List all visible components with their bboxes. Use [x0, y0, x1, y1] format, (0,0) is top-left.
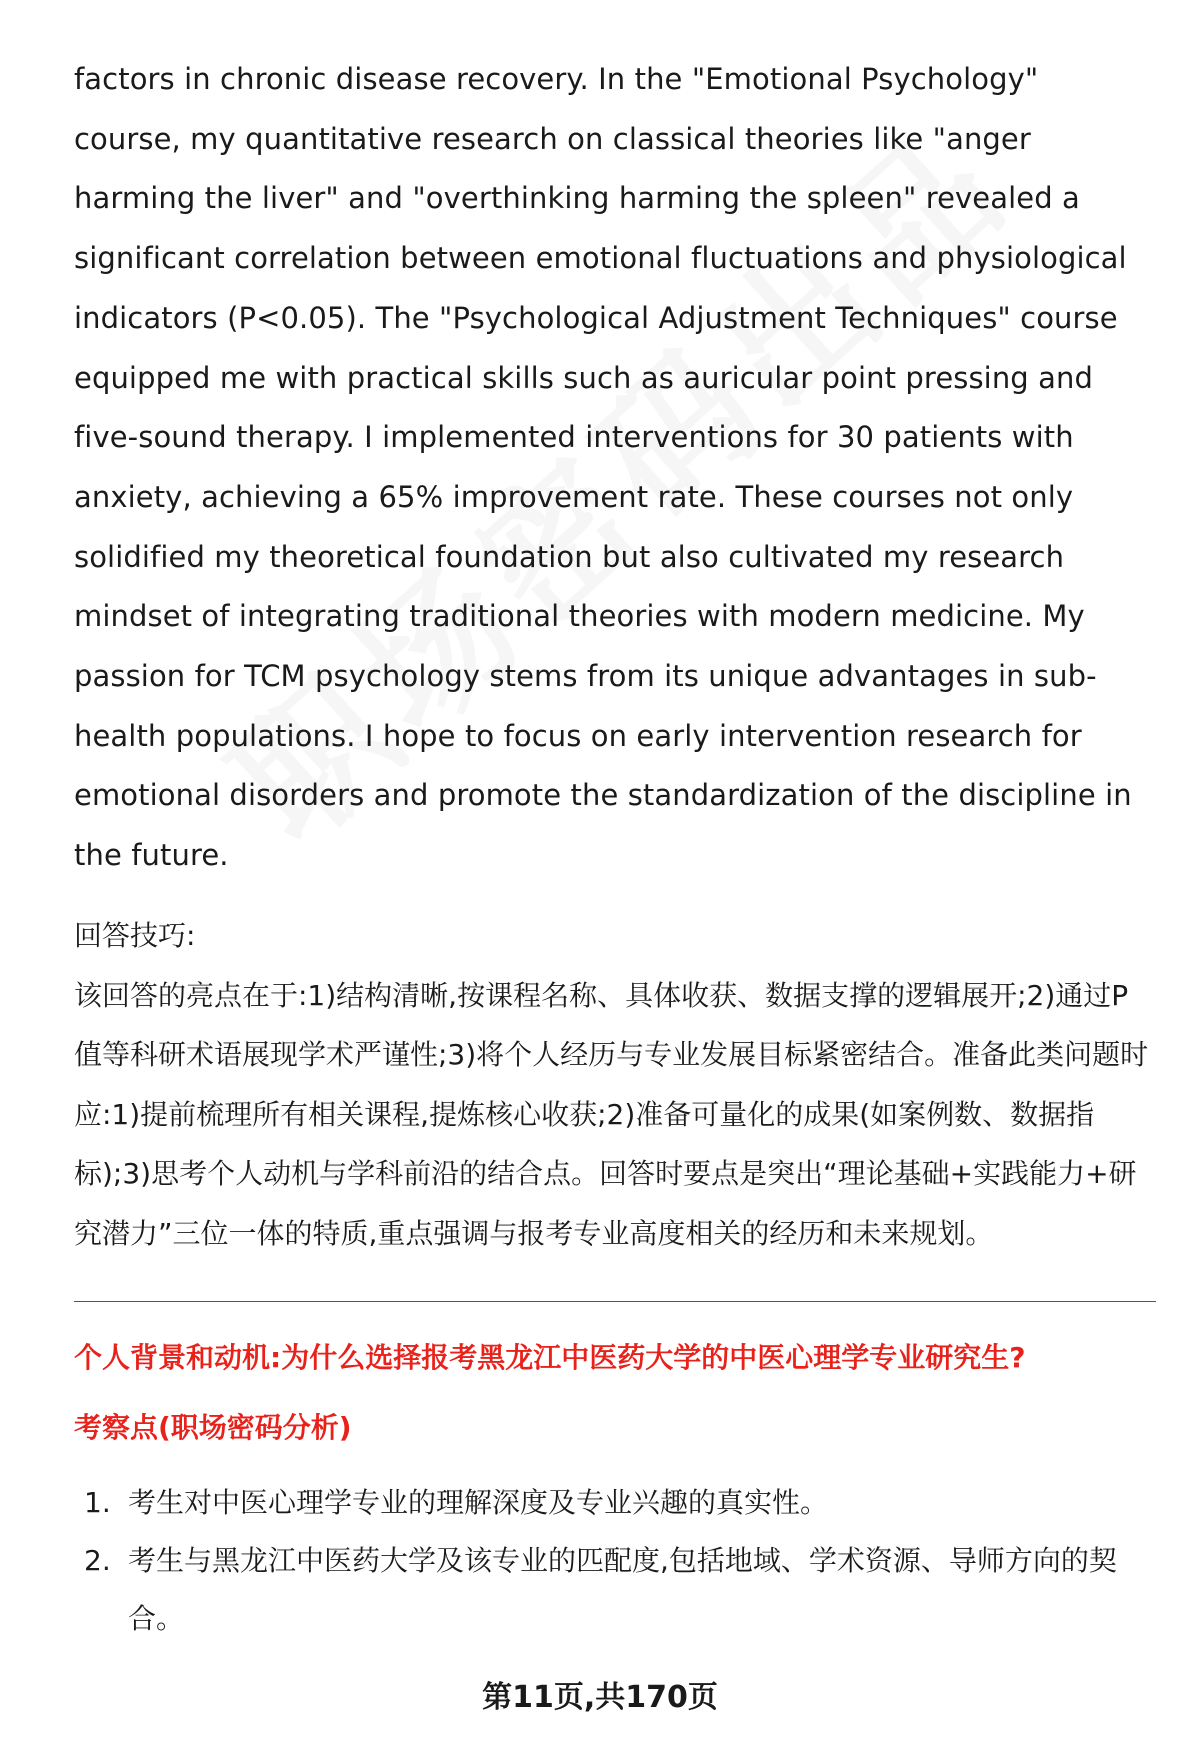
tips-body: 该回答的亮点在于:1)结构清晰,按课程名称、具体收获、数据支撑的逻辑展开;2)通过P值等科研术语展现学术严谨性;3)将个人经历与专业发展目标紧密结合。准备此类问题时应:1)提前梳理所有相关课程,提炼核心收获;2)准备可量化的成果(如案例数、数据指标);3)思考个人动机与学科前沿的结合点。回答时要点是突出“理论基础+实践能力+研究潜力”三位一体的特质,重点强调与报考专业高度相关的经历和未来规划。	[74, 978, 1149, 1250]
answer-tips	[74, 906, 1154, 1264]
question-title: 个人背景和动机:为什么选择报考黑龙江中医药大学的中医心理学专业研究生?	[74, 1341, 1026, 1375]
list-item-number: 2.	[84, 1544, 111, 1578]
list-item	[74, 1532, 1154, 1648]
page-number-footer: 第11页,共170页	[482, 1680, 718, 1715]
answer-paragraph: factors in chronic disease recovery. In the "Emotional Psychology" course, my quantitative research on classical theories like "anger harming the liver" and "overthinking harming the spleen" revealed a significant correlation between emotional fluctuations and physiological indicators (P<0.05). The "Psychological Adjustment Techniques" course equipped me with practical skills such as auricular point pressing and five-sound therapy. I implemented interventions for 30 patients with anxiety, achieving a 65% improvement rate. These courses not only solidified my theoretical foundation but also cultivated my research mindset of integrating traditional theories with modern medicine. My passion for TCM psychology stems from its unique advantages in sub-health populations. I hope to focus on early intervention research for emotional disorders and promote the standardization of the discipline in the future.	[74, 62, 1132, 873]
section-divider	[74, 1301, 1156, 1302]
list-item-text: 考生与黑龙江中医药大学及该专业的匹配度,包括地域、学术资源、导师方向的契合。	[128, 1544, 1117, 1636]
list-item-number: 1.	[84, 1486, 111, 1520]
analysis-heading: 考察点(职场密码分析)	[74, 1411, 352, 1445]
analysis-points	[74, 1474, 1154, 1648]
page-content	[74, 50, 1154, 1664]
list-item-text: 考生对中医心理学专业的理解深度及专业兴趣的真实性。	[128, 1486, 829, 1520]
list-item	[74, 1474, 1154, 1532]
tips-label: 回答技巧:	[74, 918, 196, 952]
